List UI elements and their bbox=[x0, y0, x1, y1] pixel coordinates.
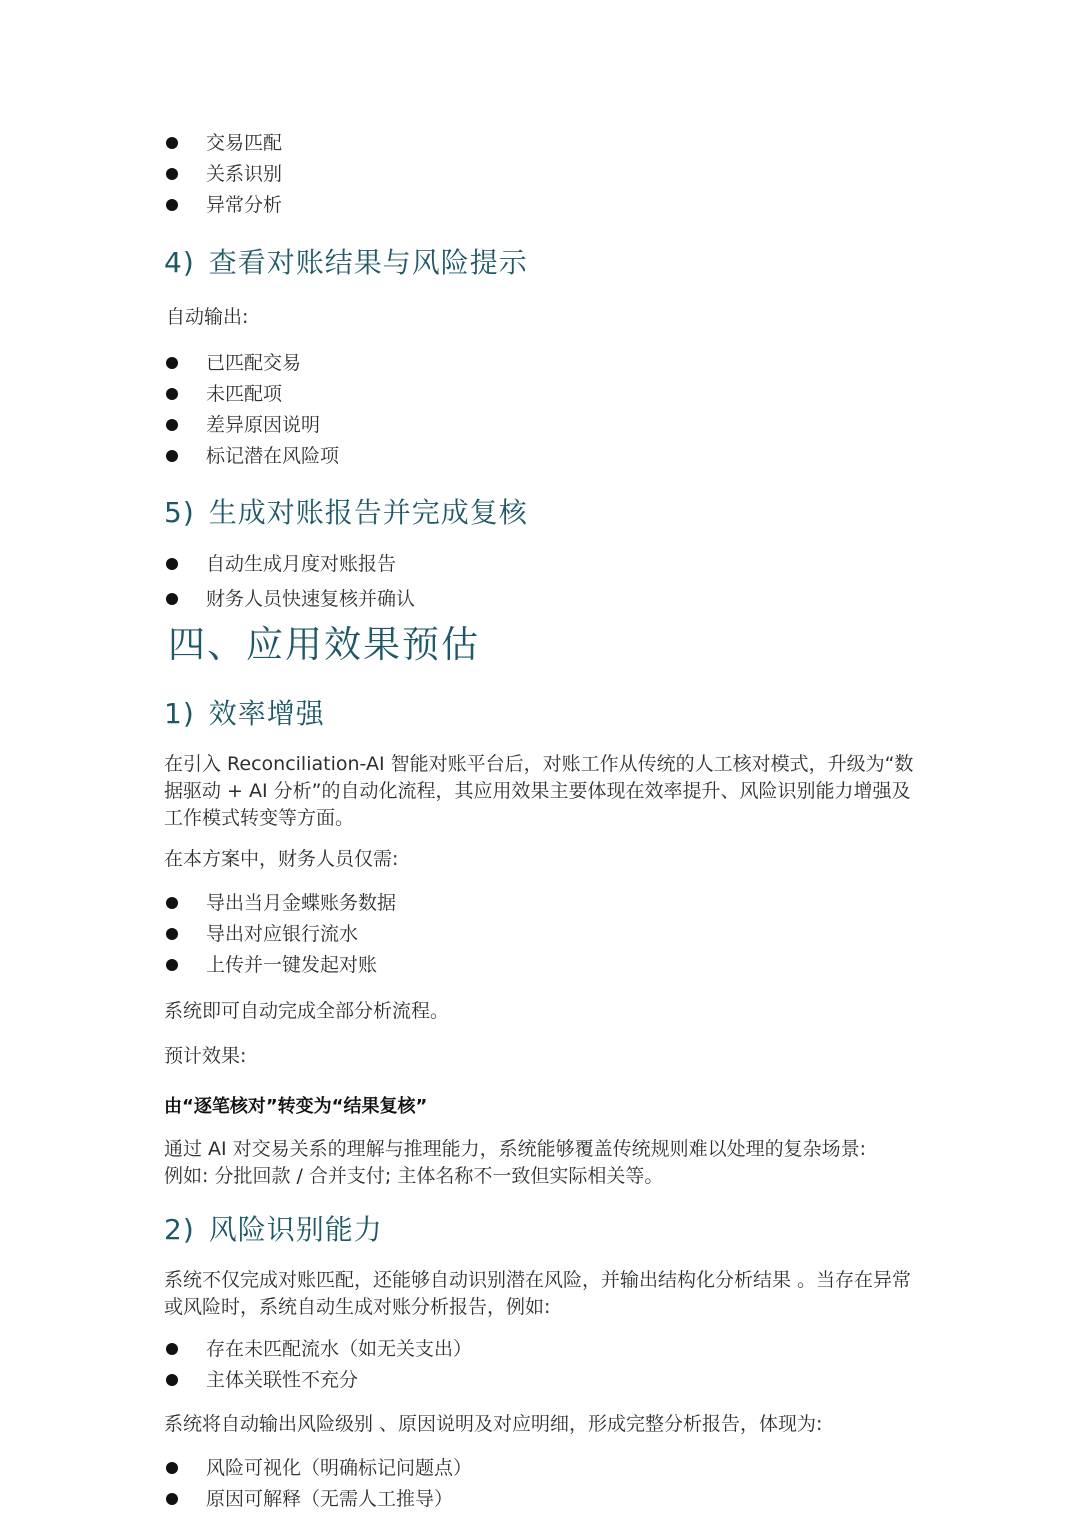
bullet-dot bbox=[166, 137, 178, 149]
paragraph-steps-lead: 在本方案中，财务人员仅需: bbox=[164, 848, 399, 870]
section-number: 5) bbox=[164, 496, 195, 529]
list-item-text: 上传并一键发起对账 bbox=[206, 954, 378, 976]
section-heading-5 bbox=[164, 495, 528, 531]
list-item-text: 存在未匹配流水（如无关支出） bbox=[206, 1338, 473, 1360]
paragraph-intro: 在引入 Reconciliation-AI 智能对账平台后，对账工作从传统的人工核对模式，升级为“数据驱动 + AI 分析”的自动化流程，其应用效果主要体现在效率提升、风险识别能力增强及工作模式转变等方面。 bbox=[164, 753, 914, 829]
section-heading-4 bbox=[164, 245, 528, 281]
list-item-text: 交易匹配 bbox=[206, 132, 283, 154]
bullet-dot bbox=[166, 1374, 178, 1386]
paragraph-examples: 例如: 分批回款 / 合并支付; 主体名称不一致但实际相关等。 bbox=[164, 1165, 664, 1187]
bullet-dot bbox=[166, 1493, 178, 1505]
bullet-dot bbox=[166, 357, 178, 369]
paragraph-risk-output: 系统将自动输出风险级别 、原因说明及对应明细，形成完整分析报告，体现为: bbox=[164, 1413, 823, 1435]
bullet-dot bbox=[166, 959, 178, 971]
paragraph-ai-capability: 通过 AI 对交易关系的理解与推理能力，系统能够覆盖传统规则难以处理的复杂场景: bbox=[164, 1138, 867, 1160]
list-item-text: 财务人员快速复核并确认 bbox=[206, 588, 416, 610]
section-number: 1) bbox=[164, 697, 195, 730]
subsection-heading-1 bbox=[164, 696, 325, 732]
list-item-text: 已匹配交易 bbox=[206, 352, 302, 374]
list-item-text: 导出当月金蝶账务数据 bbox=[206, 892, 397, 914]
list-item-text: 未匹配项 bbox=[206, 383, 283, 405]
list-item-text: 主体关联性不充分 bbox=[206, 1369, 359, 1391]
list-item-text: 差异原因说明 bbox=[206, 414, 321, 436]
bullet-dot bbox=[166, 388, 178, 400]
list-item-text: 异常分析 bbox=[206, 194, 283, 216]
bullet-dot bbox=[166, 593, 178, 605]
paragraph-system-completes: 系统即可自动完成全部分析流程。 bbox=[164, 1000, 450, 1022]
chapter-heading: 四、应用效果预估 bbox=[168, 623, 480, 666]
list-item-text: 原因可解释（无需人工推导） bbox=[206, 1488, 454, 1510]
auto-output-label: 自动输出: bbox=[166, 306, 249, 328]
bullet-dot bbox=[166, 450, 178, 462]
section-number: 4) bbox=[164, 246, 195, 279]
bullet-dot bbox=[166, 199, 178, 211]
bullet-dot bbox=[166, 928, 178, 940]
list-item-text: 自动生成月度对账报告 bbox=[206, 553, 397, 575]
section-title: 风险识别能力 bbox=[208, 1213, 383, 1246]
list-item-text: 导出对应银行流水 bbox=[206, 923, 359, 945]
list-item-text: 风险可视化（明确标记问题点） bbox=[206, 1457, 473, 1479]
list-item-text: 关系识别 bbox=[206, 163, 283, 185]
bullet-dot bbox=[166, 897, 178, 909]
section-number: 2) bbox=[164, 1213, 195, 1246]
bullet-dot bbox=[166, 1343, 178, 1355]
paragraph-risk-detection: 系统不仅完成对账匹配，还能够自动识别潜在风险，并输出结构化分析结果 。当存在异常或风险时，系统自动生成对账分析报告，例如: bbox=[164, 1269, 912, 1318]
bullet-dot bbox=[166, 1462, 178, 1474]
bold-emphasis: 由“逐笔核对”转变为“结果复核” bbox=[164, 1096, 428, 1117]
subsection-heading-2 bbox=[164, 1212, 383, 1248]
bullet-dot bbox=[166, 419, 178, 431]
list-item-text: 标记潜在风险项 bbox=[206, 445, 340, 467]
paragraph-expected-label: 预计效果: bbox=[164, 1045, 247, 1067]
bullet-dot bbox=[166, 168, 178, 180]
bullet-dot bbox=[166, 558, 178, 570]
section-title: 生成对账报告并完成复核 bbox=[208, 496, 528, 529]
section-title: 效率增强 bbox=[208, 697, 325, 730]
section-title: 查看对账结果与风险提示 bbox=[208, 246, 528, 279]
